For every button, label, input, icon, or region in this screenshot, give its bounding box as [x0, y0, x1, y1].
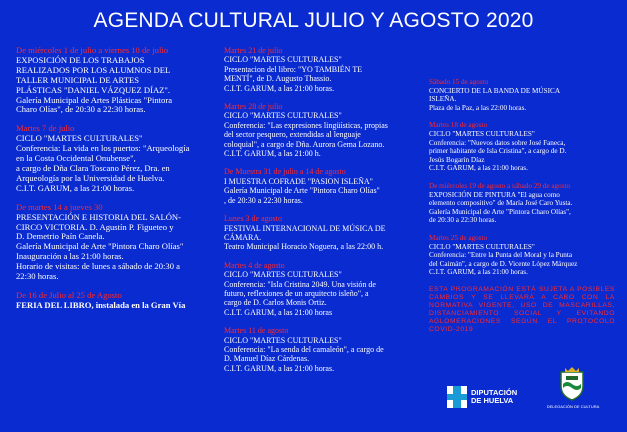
covid-notice: ESTA PROGRAMACIÓN ESTÁ SUJETA A POSIBLES CAMBIOS Y SE LLEVARÁ A CABO CON LA NORMATIVA VIGENTE, USO DE MASCARILLAS, DISTANCIAMIENTO SOCIAL Y EVITANDO AGLOMERACIONES SEGÚN EL PROTOCOLO COVID-2019: [429, 285, 615, 333]
event-date: Martes 4 de agosto: [224, 260, 285, 270]
event-line: Horario de visitas: de lunes a sábado de 20:30 a: [16, 261, 180, 272]
isla-cristina-crest-icon: [557, 366, 587, 402]
event-line: C.I.T. GARUM, a las 21:00 horas.: [224, 83, 335, 93]
event-line: C.I.T. GARUM, a las 21:00 horas.: [429, 164, 528, 173]
event-line: Galería Municipal de Arte "Pintora Charo Olías",: [429, 207, 571, 216]
event-line: coloquial", a cargo de Dña. Aurora Gema Lozano.: [224, 139, 385, 149]
event-block: [224, 102, 424, 158]
column-left: [16, 46, 212, 320]
event-date: De miércoles 1 de julio a viernes 10 de julio: [16, 45, 169, 55]
event-block: [429, 78, 615, 112]
event-line: Conferencia: "La senda del camaleón", a cargo de: [224, 344, 384, 354]
event-line: CÁMARA.: [224, 232, 262, 242]
event-date: Martes 21 de julio: [224, 46, 283, 55]
event-line: Conferencia: "Las expresiones lingüísticas, propias: [224, 120, 388, 130]
event-line: Galería Municipal de Artes Plásticas "Pintora: [16, 94, 173, 105]
event-line: 22:30 horas.: [16, 271, 59, 282]
event-line: Conferencia: La vida en los puertos: "Arqueología: [16, 143, 190, 154]
event-line: C.I.T. GARUM, a las 21:00 horas: [224, 307, 333, 317]
event-line: CICLO "MARTES CULTURALES": [429, 129, 535, 138]
event-block: [429, 234, 615, 277]
event-line: ISLEÑA.: [429, 95, 457, 104]
event-line: CICLO "MARTES CULTURALES": [224, 55, 342, 65]
event-line: CICLO "MARTES CULTURALES": [429, 242, 535, 251]
event-date: Martes 7 de julio: [16, 123, 75, 134]
event-block: [429, 121, 615, 173]
diputacion-logo: [447, 384, 523, 410]
column-middle: [224, 46, 424, 382]
event-line: C.I.T. GARUM, a las 21:00 horas.: [429, 268, 528, 277]
event-block: [16, 291, 212, 311]
event-date: De 16 de Julio al 25 de Agosto: [16, 289, 122, 300]
event-line: Conferencia: "Nuevos datos sobre José Faneca,: [429, 138, 566, 147]
event-date: Martes 25 de agosto: [429, 233, 488, 242]
event-date: Martes 28 de julio: [224, 102, 283, 112]
delegacion-caption: DELEGACIÓN DE CULTURA: [546, 404, 600, 409]
event-block: [16, 124, 212, 193]
event-date: De miércoles 19 de agosto a sábado 29 de agosto: [429, 181, 571, 190]
event-line: Presentacion del libro: "YO TAMBIÉN TE: [224, 64, 363, 74]
event-line: futuro, reflexiones de un arquitecto isleño", a: [224, 288, 369, 298]
event-line: del sector pesquero, extendidas al lenguaje: [224, 130, 361, 140]
diputacion-line1: DIPUTACIÓN: [471, 387, 518, 397]
event-date: De martes 14 a jueves 30: [16, 201, 103, 212]
event-line: del Caimán", a cargo de D. Vicente López Márquez: [429, 259, 578, 268]
event-line: FERIA DEL LIBRO, instalada en la Gran Vía: [16, 299, 186, 310]
event-line: cargo de D. Carlos Monis Ortiz.: [224, 298, 327, 308]
event-line: D. Demetrio Paín Canela.: [16, 231, 105, 242]
event-line: Teatro Municipal Horacio Noguera, a las 22:00 h.: [224, 242, 384, 252]
event-line: CICLO "MARTES CULTURALES": [224, 111, 342, 121]
event-line: PRESENTACIÓN E HISTORIA DEL SALÓN-: [16, 211, 181, 222]
event-line: Plaza de la Paz, a las 22:00 horas.: [429, 103, 527, 112]
event-block: [224, 261, 424, 317]
event-block: [16, 203, 212, 282]
event-date: Lunes 3 de agosto: [224, 214, 282, 224]
event-block: [224, 167, 424, 205]
column-right: [429, 78, 615, 334]
event-block: [224, 46, 424, 93]
event-line: TALLER MUNICIPAL DE ARTES: [16, 74, 140, 85]
event-date: De Muestra 31 de julio a 14 de agosto: [224, 167, 346, 177]
event-line: de 20:30 a 22:30 horas.: [429, 216, 497, 225]
event-line: PLÁSTICAS "DANIEL VÁZQUEZ DÍAZ".: [16, 84, 171, 95]
event-line: , de 20:30 a 22:30 horas.: [224, 195, 303, 205]
event-line: elemento compositivo" de María José Caro Yusta.: [429, 199, 573, 208]
event-line: Charo Olías", de 20:30 a 22:30 horas.: [16, 104, 146, 115]
event-block: [16, 46, 212, 115]
event-line: FESTIVAL INTERNACIONAL DE MÚSICA DE: [224, 223, 386, 233]
event-line: Arqueología por la Universidad de Huelva.: [16, 172, 165, 183]
event-line: D. Manuel Díaz Cárdenas.: [224, 354, 310, 364]
event-line: Galería Municipal de Arte "Pintora Charo Olías": [16, 241, 184, 252]
event-block: [429, 182, 615, 225]
event-line: Inauguración a las 21:00 horas.: [16, 251, 124, 262]
event-line: primer habitante de Isla Cristina", a cargo de D.: [429, 147, 567, 156]
event-line: CICLO "MARTES CULTURALES": [224, 335, 342, 345]
event-line: C.I.T. GARUM, a las 21:00 h.: [224, 149, 321, 159]
event-line: Conferencia: "Entre la Punta del Moral y la Punta: [429, 251, 573, 260]
event-date: Martes 18 de agosto: [429, 121, 488, 130]
event-block: [224, 326, 424, 373]
event-line: CICLO "MARTES CULTURALES": [16, 133, 143, 144]
event-line: MENTÍ", de D. Augusto Thassio.: [224, 74, 332, 84]
event-line: Galería Municipal de Arte "Pintora Charo Olías": [224, 186, 380, 196]
event-line: Conferencia: "Isla Cristina 2049. Una visión de: [224, 279, 376, 289]
event-date: Sábado 15 de agosto: [429, 78, 489, 86]
event-line: EXPOSICIÓN DE LOS TRABAJOS: [16, 54, 145, 65]
right-events: [429, 78, 615, 277]
event-line: C.I.T. GARUM, a las 21:00 horas.: [16, 182, 135, 193]
event-line: a cargo de Dña Clara Toscano Pérez, Dra. en: [16, 162, 170, 173]
event-line: I MUESTRA COFRADE "PASION ISLEÑA": [224, 176, 373, 186]
event-line: CONCIERTO DE LA BANDA DE MÚSICA: [429, 86, 561, 95]
event-date: Martes 11 de agosto: [224, 326, 289, 336]
page-title: AGENDA CULTURAL JULIO Y AGOSTO 2020: [93, 9, 534, 32]
event-block: [224, 214, 424, 252]
event-line: CICLO "MARTES CULTURALES": [224, 270, 342, 280]
event-line: en la Costa Occidental Onubense",: [16, 153, 136, 164]
event-line: EXPOSICIÓN DE PINTURA "El agua como: [429, 190, 560, 199]
event-line: Jesús Bogarín Díaz: [429, 155, 485, 164]
diputacion-line2: DE HUELVA: [471, 396, 514, 405]
event-line: REALIZADOS POR LOS ALUMNOS DEL: [16, 64, 171, 75]
event-line: CIRCO VICTORIA. D. Agustín P. Figueteo y: [16, 221, 174, 232]
event-line: C.I.T. GARUM, a las 21:00 horas.: [224, 363, 335, 373]
diputacion-h-icon: [447, 386, 467, 408]
